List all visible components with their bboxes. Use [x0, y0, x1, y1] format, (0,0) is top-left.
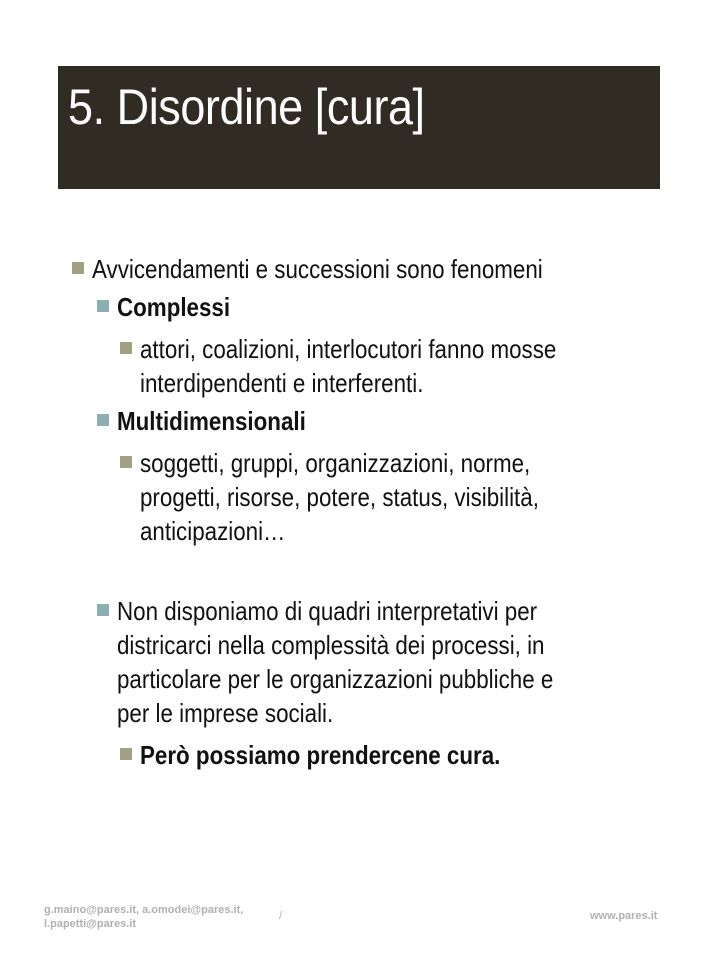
bullet-text: districarci nella complessità dei processi, in: [117, 630, 545, 660]
title-bar: [58, 66, 660, 189]
square-bullet-icon: [120, 342, 132, 354]
bullet-level3: [72, 446, 662, 548]
slide-title: 5. Disordine [cura]: [68, 79, 425, 135]
footer-page-number: /: [279, 910, 283, 922]
footer-emails: g.maino@pares.it, a.omodei@pares.it, l.papetti@pares.it: [44, 904, 244, 930]
bullet-text: Complessi: [117, 292, 231, 322]
bullet-text: particolare per le organizzazioni pubbliche e: [117, 664, 554, 694]
footer-website: www.pares.it: [590, 910, 658, 922]
bullet-level3: [72, 332, 662, 400]
square-bullet-icon: [120, 456, 132, 468]
square-bullet-icon: [72, 262, 84, 274]
bullet-text: interdipendenti e interferenti.: [140, 368, 424, 398]
bullet-text: attori, coalizioni, interlocutori fanno mosse: [140, 334, 557, 364]
bullet-level2: [72, 594, 662, 730]
square-bullet-icon: [97, 604, 109, 616]
bullet-text: Avvicendamenti e successioni sono fenomeni: [92, 254, 543, 284]
bullet-level2: [72, 404, 662, 438]
bullet-level3: [72, 738, 662, 772]
bullet-level1: [72, 252, 662, 286]
bullet-text: Non disponiamo di quadri interpretativi per: [117, 596, 538, 626]
square-bullet-icon: [97, 300, 109, 312]
bullet-text: soggetti, gruppi, organizzazioni, norme,: [140, 448, 531, 478]
bullet-text: anticipazioni…: [140, 516, 286, 546]
bullet-text: progetti, risorse, potere, status, visibilità,: [140, 482, 539, 512]
bullet-text: per le imprese sociali.: [117, 698, 334, 728]
spacer: [72, 548, 662, 590]
slide-content: [72, 248, 662, 772]
bullet-text: Però possiamo prendercene cura.: [140, 740, 501, 770]
square-bullet-icon: [120, 748, 132, 760]
square-bullet-icon: [97, 414, 109, 426]
bullet-level2: [72, 290, 662, 324]
bullet-text: Multidimensionali: [117, 406, 306, 436]
